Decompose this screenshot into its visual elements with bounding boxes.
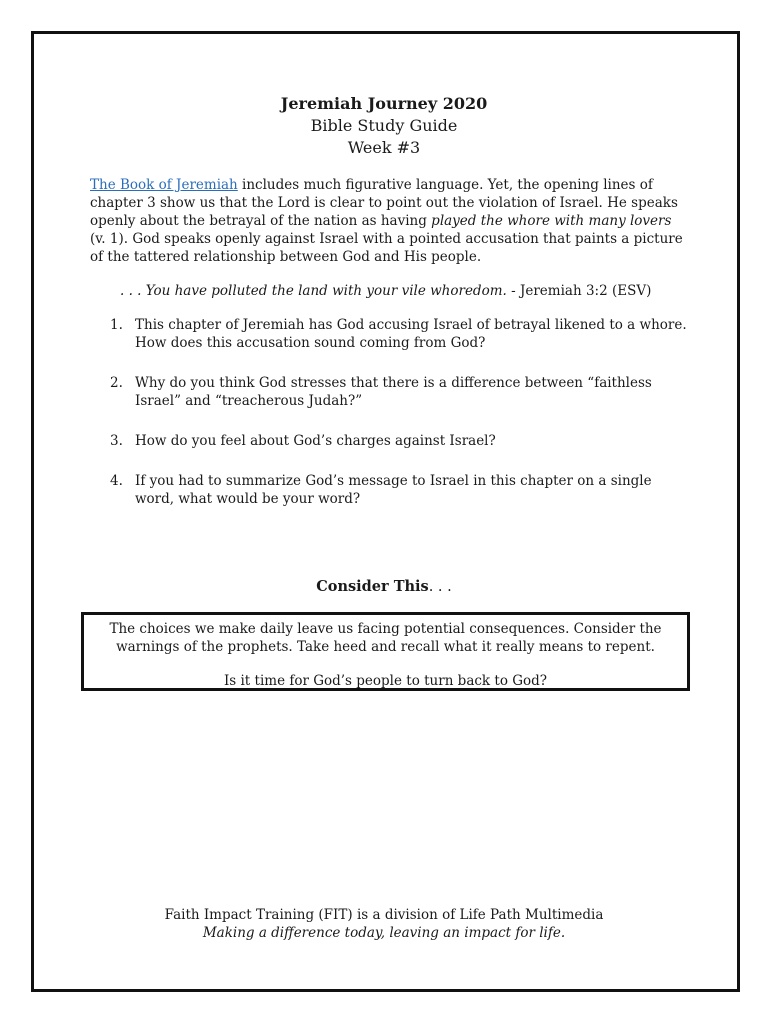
footer-tagline: Making a difference today, leaving an impact for life. (202, 925, 566, 941)
document-header (0, 93, 768, 159)
question-item (110, 316, 690, 352)
intro-text-2: (v. 1). God speaks openly against Israel with a pointed accusation that paints a picture of the tattered relationship between God and His people. (90, 231, 683, 265)
document-title: Jeremiah Journey 2020 (280, 94, 488, 113)
intro-italic: played the whore with many lovers (431, 213, 672, 229)
scripture-quote (120, 282, 720, 300)
consider-heading-bold: Consider This (316, 578, 429, 595)
consider-paragraph-1: The choices we make daily leave us facing potential consequences. Consider the warnings of the prophets. Take heed and recall what it really means to repent. (109, 621, 662, 655)
question-list (110, 316, 690, 530)
consider-box (81, 612, 690, 691)
question-number: 4. (110, 473, 123, 489)
quote-text: . . . You have polluted the land with your vile whoredom. (120, 283, 507, 299)
question-item (110, 472, 690, 508)
week-label: Week #3 (347, 138, 421, 157)
document-subtitle: Bible Study Guide (310, 116, 458, 135)
question-number: 1. (110, 317, 123, 333)
book-of-jeremiah-link[interactable]: The Book of Jeremiah (90, 177, 238, 193)
question-text: If you had to summarize God’s message to Israel in this chapter on a single word, what would be your word? (135, 473, 652, 507)
intro-text-1: includes much figurative language. Yet, the opening lines of chapter 3 show us that the Lord is clear to point out the violation of Israel. He speaks openly about the betrayal of the nation as having (90, 177, 678, 229)
question-number: 2. (110, 375, 123, 391)
question-item (110, 374, 690, 410)
question-number: 3. (110, 433, 123, 449)
question-text: How do you feel about God’s charges against Israel? (135, 433, 496, 449)
quote-reference: - Jeremiah 3:2 (ESV) (506, 283, 652, 299)
consider-heading (0, 577, 768, 597)
consider-paragraph-2: Is it time for God’s people to turn back to God? (223, 673, 548, 689)
footer-line: Faith Impact Training (FIT) is a division of Life Path Multimedia (164, 907, 604, 923)
question-text: Why do you think God stresses that there is a difference between “faithless Israel” and “treacherous Judah?” (135, 375, 652, 409)
document-footer (0, 906, 768, 942)
question-text: This chapter of Jeremiah has God accusing Israel of betrayal likened to a whore. How does this accusation sound coming from God? (135, 317, 687, 351)
intro-paragraph (90, 176, 690, 266)
consider-heading-ellipsis: . . . (428, 579, 452, 595)
question-item (110, 432, 690, 450)
